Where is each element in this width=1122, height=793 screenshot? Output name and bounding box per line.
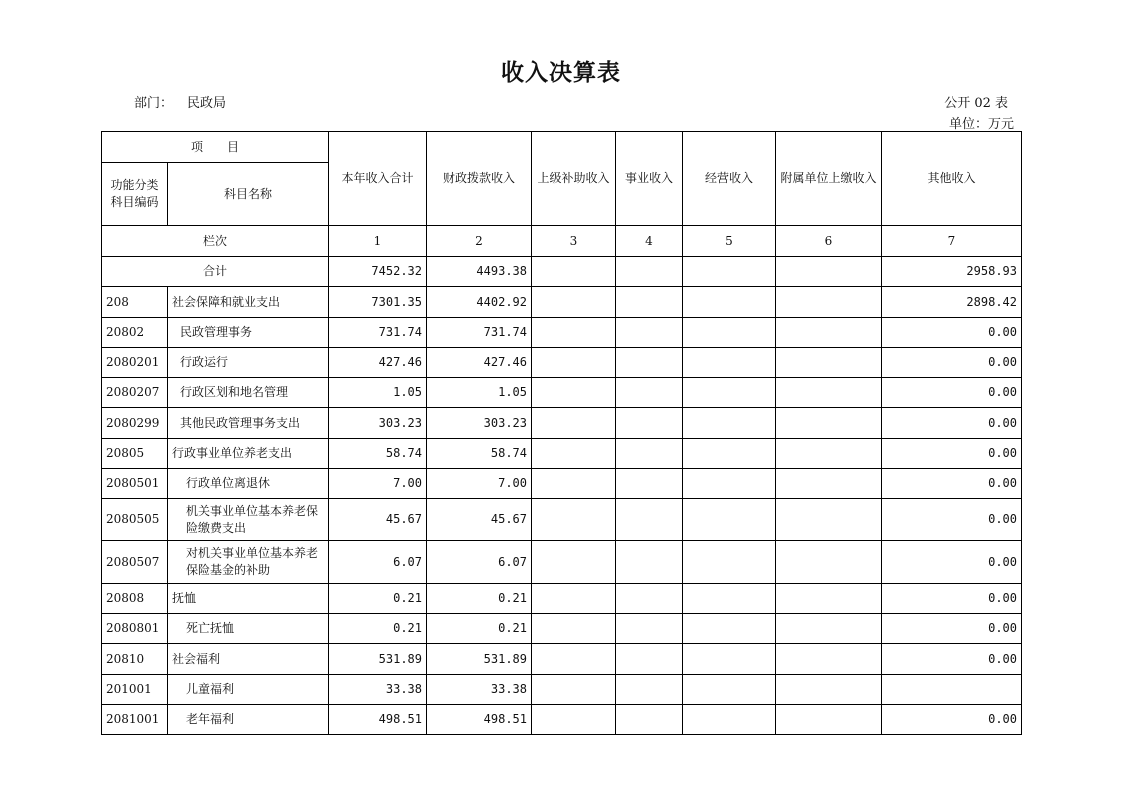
page-title: 收入决算表: [501, 60, 621, 86]
row-superior: [532, 614, 616, 644]
row-superior: [532, 705, 616, 735]
header-business: 事业收入: [616, 132, 683, 226]
row-business: [616, 705, 683, 735]
unit-label: 单位：万元: [948, 117, 1014, 132]
table-row: [102, 705, 1022, 735]
row-affiliated: [776, 318, 882, 348]
row-fiscal: 303.23: [427, 408, 532, 439]
row-operating: [683, 408, 776, 439]
row-superior: [532, 584, 616, 614]
row-fiscal: 6.07: [427, 541, 532, 584]
row-affiliated: [776, 644, 882, 675]
total-other: 2958.93: [882, 257, 1022, 287]
row-total: 1.05: [329, 378, 427, 408]
row-other: 0.00: [882, 439, 1022, 469]
table-row: [102, 287, 1022, 318]
row-affiliated: [776, 469, 882, 499]
row-fiscal: 7.00: [427, 469, 532, 499]
table-row: [102, 469, 1022, 499]
total-fiscal: 4493.38: [427, 257, 532, 287]
row-affiliated: [776, 287, 882, 318]
row-code: 2080801: [102, 614, 168, 644]
header-func-code: 功能分类科目编码: [102, 163, 168, 226]
row-operating: [683, 541, 776, 584]
column-number: 2: [427, 226, 532, 257]
header-item: 项 目: [102, 132, 329, 163]
total-row: [102, 257, 1022, 287]
table-row: [102, 675, 1022, 705]
row-name: 机关事业单位基本养老保险缴费支出: [168, 499, 329, 541]
row-business: [616, 584, 683, 614]
row-business: [616, 318, 683, 348]
table-row: [102, 584, 1022, 614]
row-other: 0.00: [882, 644, 1022, 675]
row-total: 0.21: [329, 614, 427, 644]
row-total: 33.38: [329, 675, 427, 705]
row-code: 2081001: [102, 705, 168, 735]
table-row: [102, 541, 1022, 584]
row-fiscal: 427.46: [427, 348, 532, 378]
row-affiliated: [776, 614, 882, 644]
header-subject-name: 科目名称: [168, 163, 329, 226]
row-fiscal: 33.38: [427, 675, 532, 705]
total-superior: [532, 257, 616, 287]
row-code: 20802: [102, 318, 168, 348]
table-row: [102, 644, 1022, 675]
column-number: 6: [776, 226, 882, 257]
row-fiscal: 731.74: [427, 318, 532, 348]
row-total: 427.46: [329, 348, 427, 378]
row-superior: [532, 644, 616, 675]
row-total: 6.07: [329, 541, 427, 584]
total-business: [616, 257, 683, 287]
row-business: [616, 348, 683, 378]
row-business: [616, 439, 683, 469]
row-business: [616, 378, 683, 408]
row-operating: [683, 499, 776, 541]
row-other: 0.00: [882, 705, 1022, 735]
header-fiscal: 财政拨款收入: [427, 132, 532, 226]
row-operating: [683, 675, 776, 705]
table-body: [102, 257, 1022, 735]
row-fiscal: 0.21: [427, 584, 532, 614]
row-superior: [532, 318, 616, 348]
row-operating: [683, 644, 776, 675]
column-number-row: [102, 226, 1022, 257]
total-affiliated: [776, 257, 882, 287]
row-total: 7.00: [329, 469, 427, 499]
row-business: [616, 675, 683, 705]
row-affiliated: [776, 541, 882, 584]
row-fiscal: 45.67: [427, 499, 532, 541]
row-code: 20810: [102, 644, 168, 675]
row-operating: [683, 584, 776, 614]
row-affiliated: [776, 584, 882, 614]
row-affiliated: [776, 675, 882, 705]
row-code: 2080207: [102, 378, 168, 408]
row-name: 行政运行: [168, 348, 329, 378]
row-affiliated: [776, 348, 882, 378]
row-total: 45.67: [329, 499, 427, 541]
row-superior: [532, 439, 616, 469]
total-operating: [683, 257, 776, 287]
row-other: 0.00: [882, 469, 1022, 499]
table-row: [102, 499, 1022, 541]
row-operating: [683, 469, 776, 499]
row-other: 0.00: [882, 614, 1022, 644]
column-number: 7: [882, 226, 1022, 257]
row-business: [616, 499, 683, 541]
row-operating: [683, 348, 776, 378]
row-business: [616, 644, 683, 675]
row-superior: [532, 348, 616, 378]
row-code: 2080507: [102, 541, 168, 584]
table-row: [102, 318, 1022, 348]
table-row: [102, 439, 1022, 469]
row-code: 2080299: [102, 408, 168, 439]
row-fiscal: 498.51: [427, 705, 532, 735]
row-operating: [683, 287, 776, 318]
column-label: 栏次: [102, 226, 329, 257]
header-total: 本年收入合计: [329, 132, 427, 226]
row-other: 0.00: [882, 499, 1022, 541]
row-name: 民政管理事务: [168, 318, 329, 348]
row-name: 行政事业单位养老支出: [168, 439, 329, 469]
row-affiliated: [776, 439, 882, 469]
column-number: 3: [532, 226, 616, 257]
row-operating: [683, 318, 776, 348]
row-affiliated: [776, 408, 882, 439]
row-superior: [532, 499, 616, 541]
row-name: 社会保障和就业支出: [168, 287, 329, 318]
row-superior: [532, 408, 616, 439]
row-total: 531.89: [329, 644, 427, 675]
row-other: 0.00: [882, 584, 1022, 614]
row-name: 老年福利: [168, 705, 329, 735]
row-total: 303.23: [329, 408, 427, 439]
column-number: 5: [683, 226, 776, 257]
table-header: [102, 132, 1022, 257]
department-label: 部门：: [134, 96, 174, 111]
row-fiscal: 531.89: [427, 644, 532, 675]
row-name: 行政单位离退休: [168, 469, 329, 499]
row-code: 208: [102, 287, 168, 318]
row-code: 20805: [102, 439, 168, 469]
row-fiscal: 0.21: [427, 614, 532, 644]
row-code: 2080505: [102, 499, 168, 541]
total-label: 合计: [102, 257, 329, 287]
table-row: [102, 378, 1022, 408]
row-operating: [683, 705, 776, 735]
row-other: 0.00: [882, 378, 1022, 408]
header-other: 其他收入: [882, 132, 1022, 226]
row-superior: [532, 287, 616, 318]
column-number: 4: [616, 226, 683, 257]
row-other: 0.00: [882, 348, 1022, 378]
row-superior: [532, 541, 616, 584]
header-operating: 经营收入: [683, 132, 776, 226]
row-code: 201001: [102, 675, 168, 705]
row-business: [616, 614, 683, 644]
row-code: 20808: [102, 584, 168, 614]
row-name: 对机关事业单位基本养老保险基金的补助: [168, 541, 329, 584]
table-row: [102, 348, 1022, 378]
row-name: 抚恤: [168, 584, 329, 614]
row-other: 0.00: [882, 318, 1022, 348]
row-other: 0.00: [882, 541, 1022, 584]
row-name: 儿童福利: [168, 675, 329, 705]
row-fiscal: 1.05: [427, 378, 532, 408]
header-superior: 上级补助收入: [532, 132, 616, 226]
row-operating: [683, 614, 776, 644]
table-row: [102, 408, 1022, 439]
total-sum: 7452.32: [329, 257, 427, 287]
row-total: 58.74: [329, 439, 427, 469]
header-affiliated: 附属单位上缴收入: [776, 132, 882, 226]
row-total: 731.74: [329, 318, 427, 348]
column-number: 1: [329, 226, 427, 257]
row-operating: [683, 378, 776, 408]
row-other: 0.00: [882, 408, 1022, 439]
row-business: [616, 541, 683, 584]
row-total: 0.21: [329, 584, 427, 614]
row-affiliated: [776, 378, 882, 408]
form-number: 公开 02 表: [944, 96, 1008, 111]
row-business: [616, 469, 683, 499]
row-superior: [532, 675, 616, 705]
row-fiscal: 4402.92: [427, 287, 532, 318]
row-code: 2080501: [102, 469, 168, 499]
row-superior: [532, 378, 616, 408]
row-affiliated: [776, 499, 882, 541]
row-total: 7301.35: [329, 287, 427, 318]
row-name: 死亡抚恤: [168, 614, 329, 644]
row-other: [882, 675, 1022, 705]
row-fiscal: 58.74: [427, 439, 532, 469]
income-table: [101, 131, 1022, 735]
row-name: 其他民政管理事务支出: [168, 408, 329, 439]
row-affiliated: [776, 705, 882, 735]
row-business: [616, 287, 683, 318]
row-total: 498.51: [329, 705, 427, 735]
row-business: [616, 408, 683, 439]
department-value: 民政局: [187, 96, 227, 111]
row-name: 行政区划和地名管理: [168, 378, 329, 408]
row-other: 2898.42: [882, 287, 1022, 318]
row-name: 社会福利: [168, 644, 329, 675]
row-code: 2080201: [102, 348, 168, 378]
row-superior: [532, 469, 616, 499]
department: [134, 92, 240, 111]
row-operating: [683, 439, 776, 469]
table-row: [102, 614, 1022, 644]
